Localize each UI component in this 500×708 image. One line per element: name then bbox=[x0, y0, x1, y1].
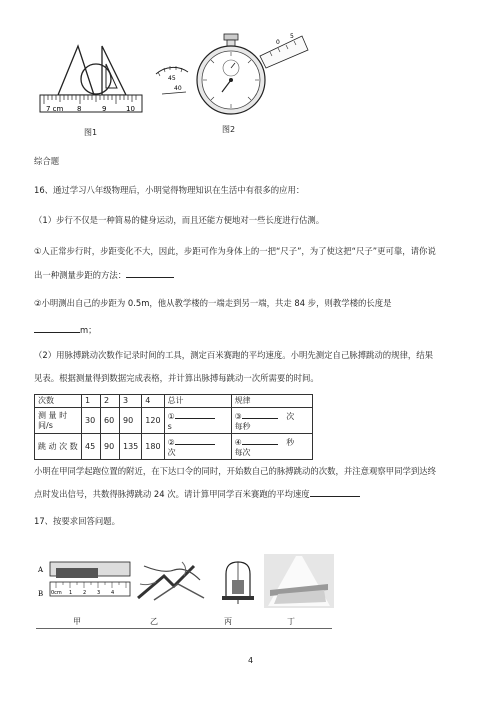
q16-part1-b-line2 bbox=[34, 323, 97, 336]
table-cell: 135 bbox=[120, 434, 142, 460]
ruler-a-label: A bbox=[38, 566, 44, 574]
unit-label: 秒 bbox=[286, 438, 295, 447]
q16-part2-line3: 小明在甲同学起跑位置的附近，在下达口令的同时，开始数自己的脉搏跳动的次数，并注意观察甲同学到达终 bbox=[34, 466, 436, 476]
figure-label-yi: 乙 bbox=[150, 617, 158, 626]
ruler-label: 8 bbox=[77, 105, 82, 113]
divider-line bbox=[36, 628, 332, 629]
table-cell: 3 bbox=[120, 395, 142, 408]
table-cell: 120 bbox=[142, 408, 164, 434]
table-cell: 1 bbox=[82, 395, 101, 408]
unit-label: 每次 bbox=[234, 448, 251, 457]
table-cell: 跳 动 次 数 bbox=[35, 434, 82, 460]
figure-1 bbox=[36, 40, 146, 126]
figure-ding-light bbox=[264, 554, 334, 608]
ruler-label: 10 bbox=[126, 105, 135, 113]
figure-bing-bell-jar bbox=[218, 556, 258, 606]
figure-2-caption: 图2 bbox=[222, 125, 236, 134]
answer-blank-total-beats[interactable] bbox=[175, 435, 215, 445]
q16-part2-line2: 见表。根据测量得到数据完成表格，并计算出脉搏每跳动一次所需要的时间。 bbox=[34, 373, 319, 383]
answer-blank-beats-per-second[interactable] bbox=[242, 409, 278, 419]
scale-label: 0 bbox=[276, 39, 280, 46]
figure-jia-ruler bbox=[36, 556, 134, 608]
q16-part1-a-line1: ①人正常步行时，步距变化不大，因此，步距可作为身体上的一把“尺子”，为了使这把“尺子”更可靠，请你说 bbox=[34, 246, 436, 256]
table-cell bbox=[231, 434, 312, 460]
scale-label: 5 bbox=[290, 33, 294, 40]
answer-blank-step-method[interactable] bbox=[126, 268, 174, 278]
ruler-label: 9 bbox=[102, 105, 107, 113]
ruler-num: 4 bbox=[111, 590, 115, 596]
q16-part2-line4 bbox=[34, 487, 360, 500]
table-cell: 180 bbox=[142, 434, 164, 460]
unit-label: 次 bbox=[286, 412, 295, 421]
table-cell bbox=[231, 408, 312, 434]
section-title: 综合题 bbox=[34, 156, 60, 166]
table-cell: 总计 bbox=[164, 395, 231, 408]
unit-label: 每秒 bbox=[234, 422, 251, 431]
ruler-num: 1 bbox=[69, 590, 73, 596]
ruler-label: 7 cm bbox=[46, 105, 64, 113]
table-header-row bbox=[35, 395, 313, 408]
table-cell: 次数 bbox=[35, 395, 82, 408]
ruler-num: 3 bbox=[97, 590, 101, 596]
ruler-unit: 0cm bbox=[51, 590, 62, 596]
table-cell: 2 bbox=[101, 395, 120, 408]
blank-mark: ④ bbox=[234, 438, 242, 447]
answer-blank-total-time[interactable] bbox=[175, 409, 215, 419]
figure-label-bing: 丙 bbox=[224, 617, 232, 626]
table-cell bbox=[164, 408, 231, 434]
table-cell: 30 bbox=[82, 408, 101, 434]
q16-part1-b-unit: m； bbox=[80, 325, 97, 335]
answer-blank-building-length[interactable] bbox=[34, 323, 80, 333]
figure-label-ding: 丁 bbox=[287, 617, 295, 626]
q16-part2-line1: （2）用脉搏跳动次数作记录时间的工具，测定百米赛跑的平均速度。小明先测定自己脉搏跳动的规律，结果 bbox=[34, 350, 433, 360]
q16-part1-b-line1: ②小明测出自己的步距为 0.5m，他从教学楼的一端走到另一端，共走 84 步，则教学楼的长度是 bbox=[34, 298, 392, 308]
table-row bbox=[35, 408, 313, 434]
unit-label: s bbox=[167, 422, 172, 431]
ruler-num: 2 bbox=[83, 590, 87, 596]
ruler-b-label: B bbox=[38, 590, 44, 598]
table-cell: 测 量 时 间/s bbox=[35, 408, 82, 434]
answer-blank-seconds-per-beat[interactable] bbox=[242, 435, 278, 445]
table-cell: 90 bbox=[101, 434, 120, 460]
q16-part2-text: 点时发出信号，共数得脉搏跳动 24 次。请计算甲同学百米赛跑的平均速度 bbox=[34, 489, 310, 499]
table-cell: 4 bbox=[142, 395, 164, 408]
protractor-label: 45 bbox=[168, 75, 176, 82]
blank-mark: ③ bbox=[234, 412, 242, 421]
blank-mark: ① bbox=[167, 412, 175, 421]
q16-part1-a-text: 出一种测量步距的方法： bbox=[34, 270, 127, 280]
q16-part1: （1）步行不仅是一种简易的健身运动，而且还能方便地对一些长度进行估测。 bbox=[34, 215, 325, 225]
table-cell: 规律 bbox=[231, 395, 312, 408]
answer-blank-average-speed[interactable] bbox=[310, 487, 360, 497]
table-cell: 90 bbox=[120, 408, 142, 434]
pulse-data-table bbox=[34, 394, 313, 460]
q16-part1-a-line2 bbox=[34, 268, 174, 281]
figure-1-caption: 图1 bbox=[84, 128, 98, 137]
figure-yi-sketch bbox=[134, 556, 210, 606]
figure-2 bbox=[152, 28, 310, 128]
table-cell: 60 bbox=[101, 408, 120, 434]
table-cell: 45 bbox=[82, 434, 101, 460]
unit-label: 次 bbox=[167, 448, 176, 457]
protractor-label: 40 bbox=[174, 85, 182, 92]
q16-stem: 16、通过学习八年级物理后，小明觉得物理知识在生活中有很多的应用： bbox=[34, 185, 305, 195]
blank-mark: ② bbox=[167, 438, 175, 447]
q17-stem: 17、按要求回答问题。 bbox=[34, 516, 121, 526]
table-cell bbox=[164, 434, 231, 460]
table-row bbox=[35, 434, 313, 460]
figure-label-jia: 甲 bbox=[73, 617, 81, 626]
page-number: 4 bbox=[248, 656, 254, 665]
